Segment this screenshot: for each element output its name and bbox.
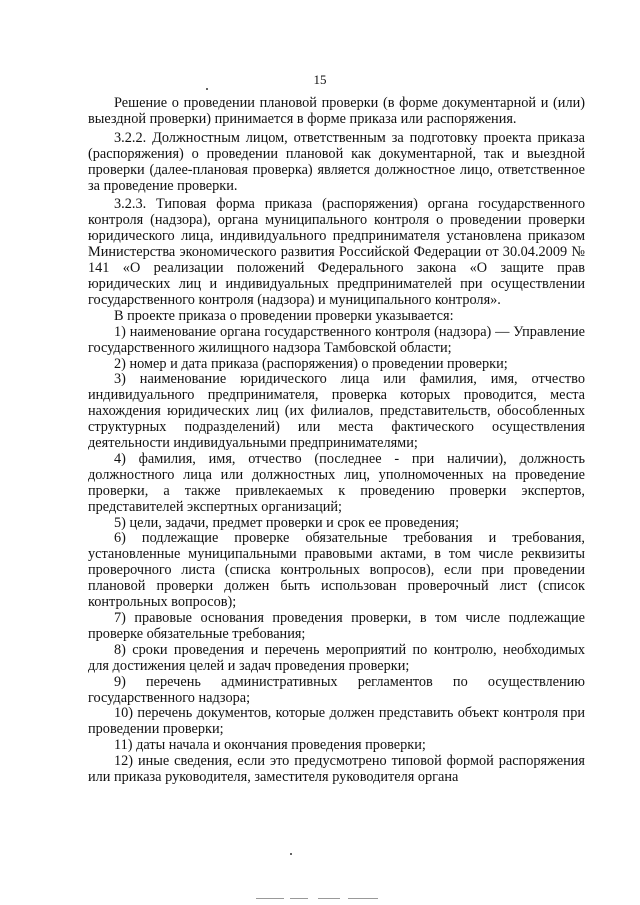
list-item-9: 9) перечень административных регламентов по осуществлению государственного надзора; <box>88 673 585 706</box>
list-item-10: 10) перечень документов, которые должен представить объект контроля при проведении проверки; <box>88 705 585 738</box>
scan-mark <box>256 898 284 899</box>
scan-speck <box>290 853 292 855</box>
paragraph-planned-inspection-decision: Решение о проведении плановой проверки (в форме документарной и (или) выездной проверки) принимается в форме приказа или распоряжения. <box>88 95 585 127</box>
document-body <box>88 96 585 786</box>
scan-mark <box>290 898 308 899</box>
page-number: 15 <box>313 72 327 87</box>
paragraph-list-intro: В проекте приказа о проведении проверки указывается: <box>114 307 454 324</box>
list-item-8: 8) сроки проведения и перечень мероприятий по контролю, необходимых для достижения целей и задач проведения проверки; <box>88 641 585 674</box>
scan-speck <box>206 88 208 90</box>
list-item-11: 11) даты начала и окончания проведения проверки; <box>114 737 426 754</box>
scan-footer-marks <box>256 898 386 901</box>
list-item-4: 4) фамилия, имя, отчество (последнее - при наличии), должность должностного лица или должностных лиц, уполномоченных на проведение проверки, а также привлекаемых к проведению проверки экспертов, представителей экспертных организаций; <box>88 450 585 515</box>
list-item-1: 1) наименование органа государственного контроля (надзора) — Управление государственного жилищного надзора Тамбовской области; <box>88 323 585 356</box>
list-item-2: 2) номер и дата приказа (распоряжения) о проведении проверки; <box>114 355 508 372</box>
paragraph-3-2-2: 3.2.2. Должностным лицом, ответственным за подготовку проекта приказа (распоряжения) о проведении плановой как документарной, так и выездной проверки (далее-плановая проверка) является должностное лицо, ответственное за проведение проверки. <box>88 129 585 194</box>
scan-mark <box>318 898 340 899</box>
list-item-6: 6) подлежащие проверке обязательные требования и требования, установленные муниципальными правовыми актами, в том числе реквизиты проверочного листа (списка контрольных вопросов), если при проведении плановой проверки должен быть использован проверочный лист (список контрольных вопросов); <box>88 530 585 611</box>
list-item-12: 12) иные сведения, если это предусмотрено типовой формой распоряжения или приказа руководителя, заместителя руководителя органа <box>88 753 585 786</box>
scan-mark <box>348 898 378 899</box>
list-item-3: 3) наименование юридического лица или фамилия, имя, отчество индивидуального предпринимателя, проверка которых проводится, места нахождения юридических лиц (их филиалов, представительств, обособленных структурных подразделений) или места фактического осуществления деятельности индивидуальными предпринимателями; <box>88 371 585 452</box>
paragraph-3-2-3: 3.2.3. Типовая форма приказа (распоряжения) органа государственного контроля (надзора), органа муниципального контроля о проведении проверки юридического лица, индивидуального предпринимателя установлена приказом Министерства экономического развития Российской Федерации от 30.04.2009 № 141 «О реализации положений Федерального закона «О защите прав юридических лиц и индивидуальных предпринимателей при осуществлении государственного контроля (надзора) и муниципального контроля». <box>88 196 585 308</box>
list-item-7: 7) правовые основания проведения проверки, в том числе подлежащие проверке обязательные требования; <box>88 610 585 642</box>
list-item-5: 5) цели, задачи, предмет проверки и срок ее проведения; <box>114 514 460 531</box>
